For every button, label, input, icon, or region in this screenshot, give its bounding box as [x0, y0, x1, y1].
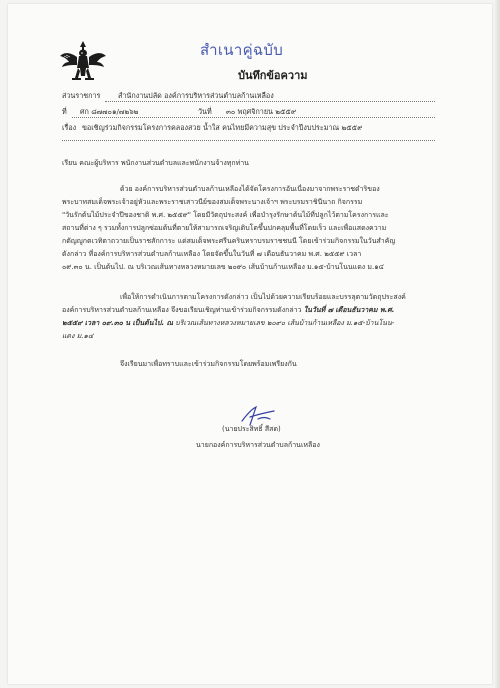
no-date-dotline — [72, 117, 435, 118]
signatory-position: นายกองค์การบริหารส่วนตำบลก้านเหลือง — [196, 441, 320, 449]
doc-no-label: ที่ — [62, 107, 67, 116]
scan-edge — [494, 0, 500, 688]
doc-no-value: ศก ๘๗๗๐๑/๗๒๖๒ — [80, 107, 139, 116]
para2-line-4: แดง ม.๑๔ — [62, 332, 94, 340]
signatory-name: (นายประสิทธิ์ สีสด) — [222, 425, 281, 433]
para1-line-4: สถานที่ต่าง ๆ รวมทั้งการปลูกซ่อมต้นที่ตายให้สามารถเจริญเติบโตขึ้นปกคลุมพื้นที่โดยเร็ว และเพื่อแสดงความ — [62, 224, 387, 232]
para1-line-5: กตัญญูกตเวทิตาถวายเป็นราชสักการะ แด่สมเด็จพระศรีนครินทราบรมราชชนนี โดยเข้าร่วมกิจกรรมในวันสำคัญ — [62, 237, 396, 245]
subject-label: เรื่อง — [62, 123, 77, 132]
subject-value: ขอเชิญร่วมกิจกรรมโครงการคลองสวย น้ำใส คนไทยมีความสุข ประจำปีงบประมาณ ๒๕๕๙ — [82, 123, 363, 132]
para2-line-3-emphasis: ๒๕๕๙ เวลา ๐๙.๓๐ น เป็นต้นไป. ณ — [62, 319, 174, 327]
para1-line-6: ดังกล่าว ที่องค์การบริหารส่วนตำบลก้านเหลือง โดยจัดขึ้นในวันที่ ๗ เดือนธันวาคม พ.ศ. ๒๕๕๙ เวลา — [62, 250, 362, 258]
para1-line-2: พระบาทสมเด็จพระเจ้าอยู่หัวและพระราชเสาวนีย์ของสมเด็จพระนางเจ้าฯ พระบรมราชินีนาถ กิจกรรม — [62, 198, 363, 206]
para1-line-1: ด้วย องค์การบริหารส่วนตำบลก้านเหลืองได้จัดโครงการอันเนื่องมาจากพระราชดำริของ — [120, 185, 380, 193]
dept-dotline — [105, 101, 435, 102]
salutation: เรียน คณะผู้บริหาร พนักงานส่วนตำบลและพนักงานจ้างทุกท่าน — [62, 159, 249, 167]
para2-line-1: เพื่อให้การดำเนินการตามโครงการดังกล่าว เป็นไปด้วยความเรียบร้อยและบรรลุตามวัตถุประสงค์ — [120, 293, 406, 301]
para2-line-2-emphasis: ในวันที่ ๗ เดือนธันวาคม พ.ศ. — [303, 306, 395, 314]
para1-line-7: ๐๙.๓๐ น. เป็นต้นไป. ณ บริเวณเส้นทางหลวงหมายเลข ๒๐๙๐ เส้นบ้านก้านเหลือง ม.๑๕-บ้านโนนแดง ม.๑๔ — [62, 263, 384, 271]
copy-stamp: สำเนาคู่ฉบับ — [200, 41, 284, 59]
date-label: วันที่ — [198, 107, 212, 116]
para2-line-3-plain: บริเวณเส้นทางหลวงหมายเลข ๒๐๙๐ เส้นบ้านก้านเหลือง ม.๑๕-บ้านโนน- — [173, 319, 395, 327]
dept-label: ส่วนราชการ — [62, 91, 101, 100]
document-page — [8, 4, 492, 684]
dept-value: สำนักงานปลัด องค์การบริหารส่วนตำบลก้านเหลือง — [118, 91, 274, 100]
para2-line-2 — [62, 304, 394, 317]
para2-line-2-plain: องค์การบริหารส่วนตำบลก้านเหลือง จึงขอเรียนเชิญท่านเข้าร่วมกิจกรรมดังกล่าว — [62, 306, 304, 314]
para1-line-3: "วันรักต้นไม้ประจำปีของชาติ พ.ศ. ๒๕๕๙" โดยมีวัตถุประสงค์ เพื่อบำรุงรักษาต้นไม้ที่ปลูกไว้ตามโครงการและ — [62, 211, 389, 219]
para2-line-3 — [62, 317, 394, 330]
closing-text: จึงเรียนมาเพื่อทราบและเข้าร่วมกิจกรรมโดยพร้อมเพรียงกัน — [120, 360, 297, 368]
subject-dotline — [62, 140, 435, 141]
memo-title: บันทึกข้อความ — [238, 69, 308, 82]
garuda-emblem-icon — [58, 38, 108, 84]
date-value: ๓๐ พฤศจิกายน ๒๕๕๙ — [226, 107, 297, 116]
